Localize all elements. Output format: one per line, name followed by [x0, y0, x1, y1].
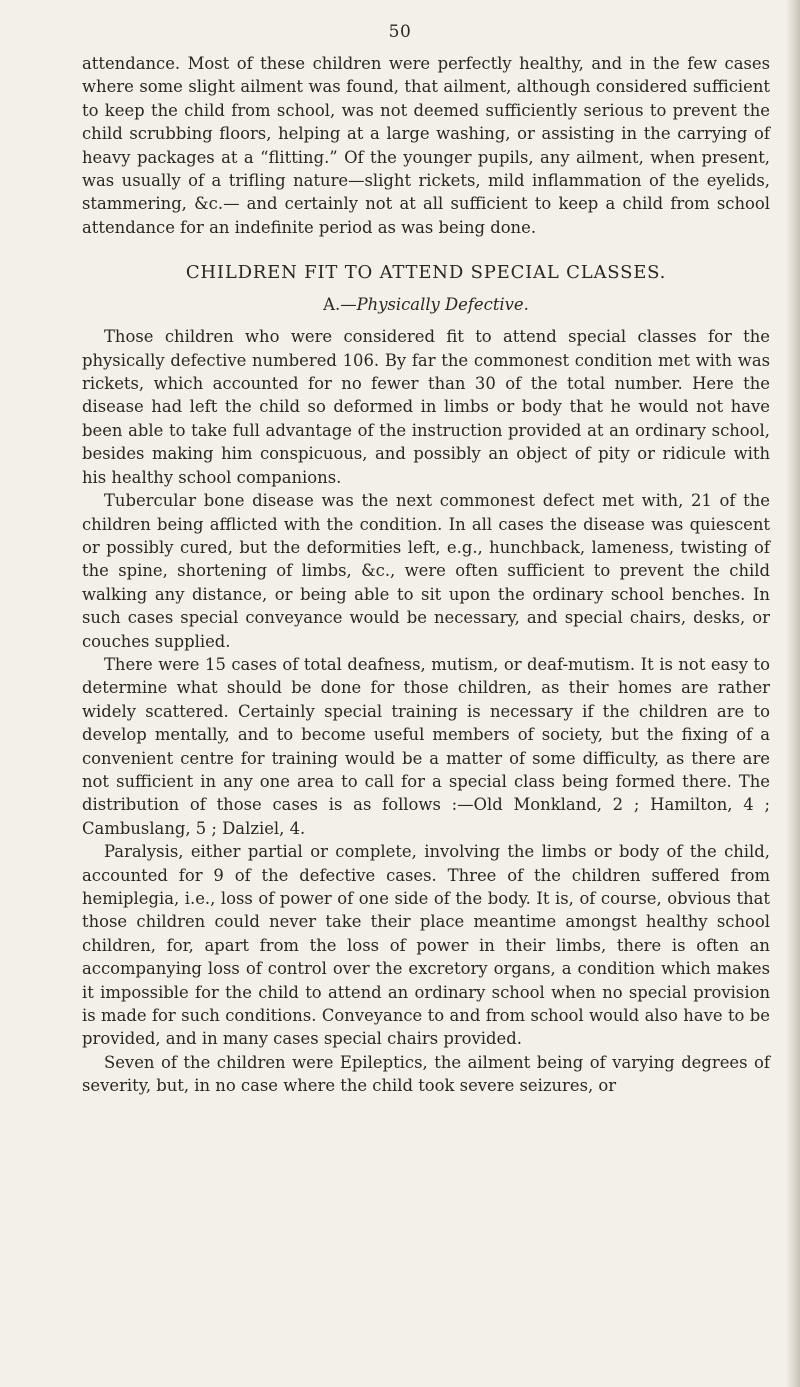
body-paragraph: Tubercular bone disease was the next commonest defect met with, 21 of the children being afflicted with the condition. In all cases the disease was quiescent or possibly cured, but the deformities left, e.g., hunchback, lameness, twisting of the spine, shortening of limbs, &c., were often sufficient to prevent the child walking any distance, or being able to sit upon the ordinary school benches. In such cases special conveyance would be necessary, and special chairs, desks, or couches supplied.: [82, 491, 770, 651]
body-paragraph: Paralysis, either partial or complete, involving the limbs or body of the child, accounted for 9 of the defective cases. Three of the children suffered from hemiplegia, i.e., loss of power of one side of the body. It is, of course, obvious that those children could never take their place meantime amongst healthy school children, for, apart from the loss of power in their limbs, there is often an accompanying loss of control over the excretory organs, a condition which makes it impossible for the child to attend an ordinary school when no special provision is made for such conditions. Conveyance to and from school would also have to be provided, and in many cases special chairs provided.: [82, 842, 770, 1049]
body-paragraph: Those children who were considered fit to attend special classes for the physically defective numbered 106. By far the commonest condition met with was rickets, which accounted for no fewer than 30 of the total number. Here the disease had left the child so deformed in limbs or body that he would not have been able to take full advantage of the instruction provided at an ordinary school, besides making him conspicuous, and possibly an object of pity or ridicule with his healthy school companions.: [82, 327, 770, 487]
section-heading: CHILDREN FIT TO ATTEND SPECIAL CLASSES.: [185, 262, 667, 284]
subheading-prefix: A.—: [323, 295, 357, 315]
body-paragraph: There were 15 cases of total deafness, mutism, or deaf-mutism. It is not easy to determine what should be done for those children, as their homes are rather widely scattered. Certainly special training is necessary if the children are to develop mentally, and to become useful members of society, but the fixing of a convenient centre for training would be a matter of some difficulty, as there are not sufficient in any one area to call for a special class being formed there. The distribution of those cases is as follows :—Old Monkland, 2 ; Hamilton, 4 ; Cambuslang, 5 ; Dalziel, 4.: [82, 654, 770, 838]
page-content: [82, 52, 770, 1098]
intro-paragraph: attendance. Most of these children were perfectly healthy, and in the few cases where some slight ailment was found, that ailment, although considered sufficient to keep the child from school, was not deemed sufficiently serious to prevent the child scrubbing floors, helping at a large washing, or assisting in the carrying of heavy packages at a “flitting.” Of the younger pupils, any ailment, when present, was usually of a trifling nature—slight rickets, mild inflammation of the eyelids, stammering, &c.— and certainly not at all sufficient to keep a child from school attendance for an indefinite period as was being done.: [82, 54, 770, 237]
subheading: [82, 293, 770, 317]
subheading-title: Physically Defective.: [356, 295, 529, 315]
page-edge-shadow: [786, 0, 800, 1387]
page-number: 50: [388, 22, 412, 42]
body-paragraph: Seven of the children were Epileptics, the ailment being of varying degrees of severity, but, in no case where the child took severe seizures, or: [82, 1052, 770, 1096]
